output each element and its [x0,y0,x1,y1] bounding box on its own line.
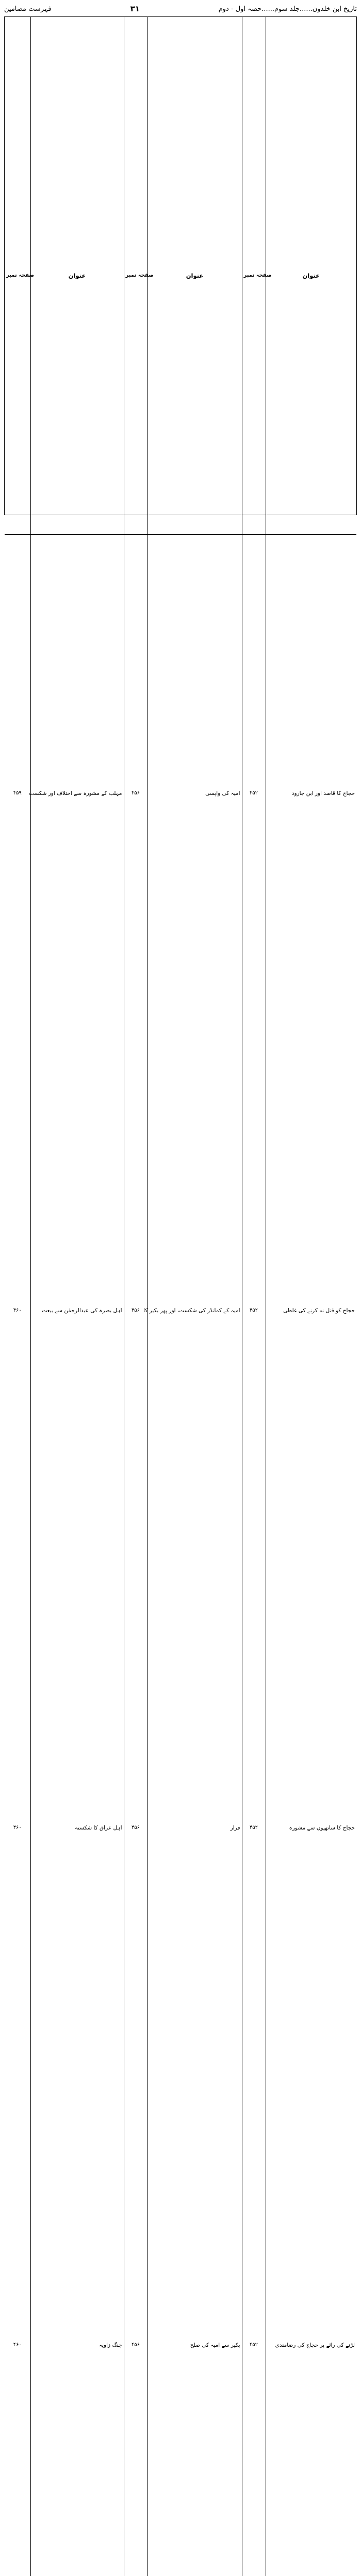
col1-entry-page: ۴۵۲ [242,535,266,1053]
table-row [5,535,356,1053]
col1-entry-page: ۴۵۲ [242,2087,266,2576]
col2-entry-title: امیہ کے کمانڈر کی شکست، اور پھر بکیر کا [147,1052,242,1569]
table-row [5,2087,356,2576]
contents-table-frame [4,16,357,515]
col3-entry-title: جنگ زاویہ [30,2087,124,2576]
table-header-row [5,17,356,535]
col1-entry-title: حجاج کا ساتھیوں سے مشورہ [266,1569,356,2087]
book-title: تاریخ ابن خلدون......جلد سوم......حصہ اول - دوم [219,5,357,13]
col3-entry-page: ۴۶۰ [5,2087,30,2576]
col1-entry-title: حجاج کا قاصد اور ابن جارود [266,535,356,1053]
col1-page-header: صفحہ نمبر [242,17,266,535]
page-header [4,3,357,14]
col1-title-header: عنوان [266,17,356,535]
contents-table [5,17,356,2576]
col3-entry-title: اہل بصرہ کی عبدالرحمٰن سے بیعت [30,1052,124,1569]
table-row [5,1052,356,1569]
col3-entry-title: مہلب کے مشورہ سے اختلاف اور شکست [30,535,124,1053]
col3-title-header: عنوان [30,17,124,535]
page [0,0,361,517]
col3-entry-page: ۴۶۰ [5,1052,30,1569]
col2-page-header: صفحہ نمبر [124,17,147,535]
col2-title-header: عنوان [147,17,242,535]
table-row [5,1569,356,2087]
page-number: ۳۱ [130,4,140,13]
col3-page-header: صفحہ نمبر [5,17,30,535]
table-body [5,535,356,2576]
col1-entry-title: حجاج کو قتل نہ کرنے کی غلطی [266,1052,356,1569]
col2-entry-title: فرار [147,1569,242,2087]
contents-label: فہرست مضامین [4,5,52,13]
col2-entry-page: ۴۵۶ [124,1052,147,1569]
col2-entry-title: بکیر سے امیہ کی صلح [147,2087,242,2576]
col2-entry-page: ۴۵۶ [124,1569,147,2087]
col1-entry-page: ۴۵۲ [242,1569,266,2087]
col1-entry-title: لڑنے کی رائے پر حجاج کی رضامندی [266,2087,356,2576]
col2-entry-title: امیہ کی واپسی [147,535,242,1053]
col1-entry-page: ۴۵۲ [242,1052,266,1569]
col3-entry-page: ۴۶۰ [5,1569,30,2087]
col2-entry-page: ۴۵۶ [124,535,147,1053]
col3-entry-title: اہل عراق کا شکستہ [30,1569,124,2087]
col2-entry-page: ۴۵۶ [124,2087,147,2576]
col3-entry-page: ۴۵۹ [5,535,30,1053]
